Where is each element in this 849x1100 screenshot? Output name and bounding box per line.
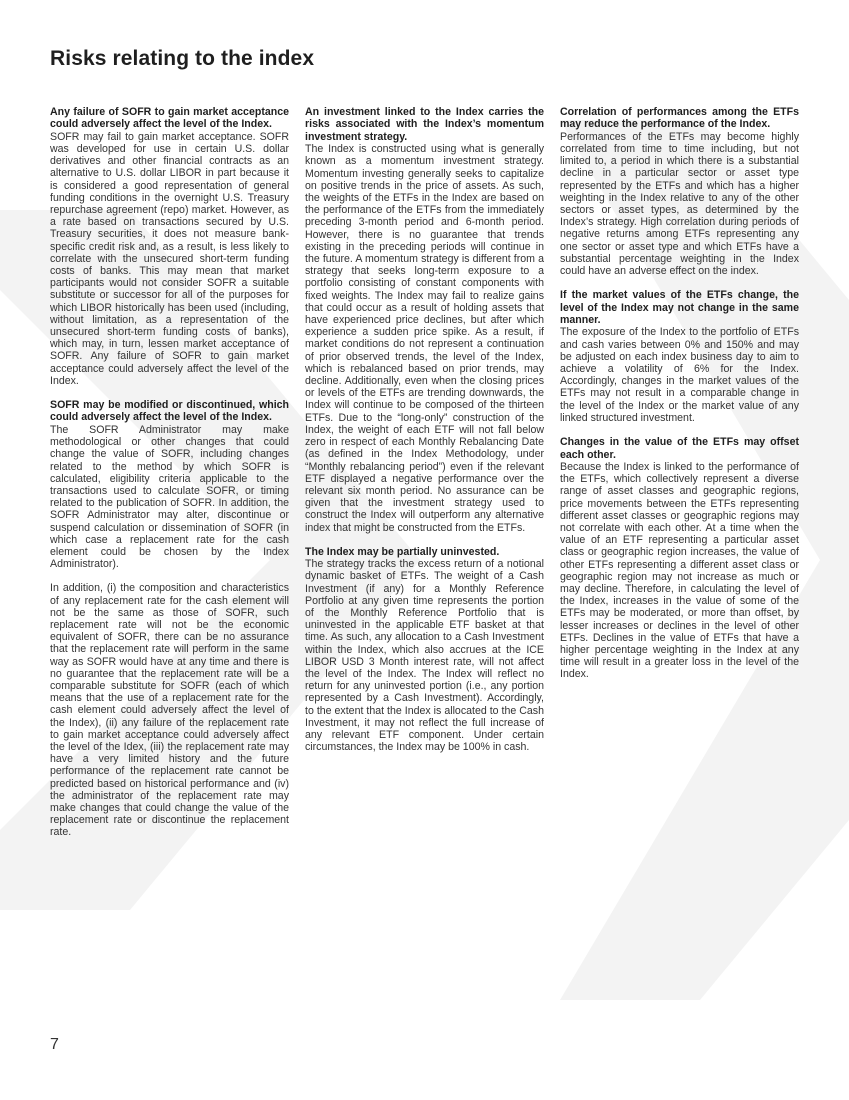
section-paragraph: The strategy tracks the excess return of a notional dynamic basket of ETFs. The weight of a Cash Investment (if any) for a Monthly Reference Portfolio at any given time represents the portion of the Monthly Reference Portfolio that is uninvested in the applicable ETF basket at that time. As such, any allocation to a Cash Investment within the Index, which also accrues at the ICE LIBOR USD 3 Month interest rate, will not affect the level of the Index. The Index will reflect no return for any uninvested portion (i.e., any portion represented by a Cash Investment). Accordingly, to the extent that the Index is allocated to the Cash Investment, it may not reflect the full increase of any relevant ETF component. Under certain circumstances, the Index may be 100% in cash. [305,558,544,754]
section-heading: The Index may be partially uninvested. [305,545,500,558]
section-partially-uninvested [305,546,544,754]
section-sofr-modified [50,399,289,839]
column-3 [560,106,799,1036]
section-heading: Correlation of performances among the ETFs may reduce the performance of the Index. [560,106,799,131]
page-title: Risks relating to the index [50,47,315,70]
column-2 [305,106,544,1036]
section-correlation [560,106,799,277]
section-market-values [560,289,799,424]
section-heading: SOFR may be modified or discontinued, which could adversely affect the level of the Index. [50,399,289,424]
section-heading: Any failure of SOFR to gain market acceptance could adversely affect the level of the Index. [50,106,289,131]
section-paragraph: In addition, (i) the composition and characteristics of any replacement rate for the cash element will not be the same as those of SOFR, such replacement rate will not be the economic equivalent of SOFR, there can be no assurance that the replacement rate will perform in the same way as SOFR would have at any time and there is no guarantee that the replacement rate will be a comparable substitute for SOFR (each of which means that the use of a replacement rate for the cash element could adversely affect the level of the Index), (ii) any failure of the replacement rate to gain market acceptance could adversely affect the level of the Idex, (iii) the replacement rate may have a very limited history and the future performance of the replacement rate cannot be predicted based on historical performance and (iv) the administrator of the replacement rate may make changes that could change the value of the replacement rate or discontinue the replacement rate. [50,582,289,839]
section-paragraph: The exposure of the Index to the portfolio of ETFs and cash varies between 0% and 150% and may be adjusted on each index business day to aim to achieve a volatility of 6% for the Index. Accordingly, changes in the market values of the ETFs may not result in a comparable change in the level of the Index or the market value of any linked structured investment. [560,326,799,424]
section-heading: An investment linked to the Index carries the risks associated with the Index’s momentum investment strategy. [305,106,544,143]
section-sofr-acceptance [50,106,289,387]
section-paragraph: The Index is constructed using what is generally known as a momentum investment strategy. Momentum investing generally seeks to capitalize on positive trends in the price of assets. As such, the weights of the ETFs in the Index are based on the performance of the ETFs from the immediately preceding 3-month period and 6-month period. However, there is no guarantee that trends existing in the preceding periods will continue in the future. A momentum strategy is different from a strategy that seeks long-term exposure to a portfolio consisting of constant components with fixed weights. The Index may fail to realize gains that could occur as a result of holding assets that have experienced price declines, but after which experience a sudden price spike. As a result, if market conditions do not represent a continuation of prior observed trends, the level of the Index, which is rebalanced based on prior trends, may decline. Additionally, even when the closing prices or levels of the ETFs are trending downwards, the Index will continue to be composed of the thirteen ETFs. Due to the “long-only” construction of the Index, the weight of each ETF will not fall below zero in respect of each Monthly Rebalancing Date (as defined in the Index Methodology, under “Monthly rebalancing period”) even if the relevant ETF displayed a negative performance over the relevant six month period. No assurance can be given that the investment strategy used to construct the Index will outperform any alternative index that might be constructed from the ETFs. [305,143,544,534]
text-columns [50,106,800,1036]
section-paragraph: The SOFR Administrator may make methodological or other changes that could change the value of SOFR, including changes related to the method by which SOFR is calculated, eligibility criteria applicable to the transactions used to calculate SOFR, or timing related to the publication of SOFR. In addition, the SOFR Administrator may alter, discontinue or suspend calculation or dissemination of SOFR (in which case a replacement rate for the cash element could be chosen by the Index Administrator). [50,423,289,571]
column-1 [50,106,289,1036]
section-paragraph: SOFR may fail to gain market acceptance. SOFR was developed for use in certain U.S. dollar derivatives and other financial contracts as an alternative to U.S. dollar LIBOR in part because it is considered a good representation of general funding conditions in the overnight U.S. Treasury repurchase agreement (repo) market. However, as a rate based on transactions secured by U.S. Treasury securities, it does not measure bank-specific credit risk and, as a result, is less likely to correlate with the unsecured short-term funding costs of banks. This may mean that market participants would not consider SOFR a suitable substitute or successor for all of the purposes for which LIBOR historically has been used (including, without limitation, as a representation of the unsecured short-term funding costs of banks), which may, in turn, lessen market acceptance of SOFR. Any failure of SOFR to gain market acceptance could adversely affect the level of the Index. [50,130,289,387]
section-paragraph: Performances of the ETFs may become highly correlated from time to time including, but not limited to, a period in which there is a substantial decline in a particular sector or asset type represented by the ETFs and which has a higher weighting in the Index relative to any of the other sectors or asset types, as determined by the Index’s strategy. High correlation during periods of negative returns among ETFs representing any one sector or asset type and which ETFs have a substantial percentage weighting in the Index could have an adverse effect on the index. [560,130,799,278]
section-momentum-strategy [305,106,544,534]
section-heading: Changes in the value of the ETFs may offset each other. [560,436,799,461]
section-heading: If the market values of the ETFs change, the level of the Index may not change in the same manner. [560,289,799,327]
page-number: 7 [50,1036,59,1053]
section-paragraph: Because the Index is linked to the performance of the ETFs, which collectively represent a diverse range of asset classes and geographic regions, price movements between the ETFs representing different asset classes or geographic regions may not correlate with each other. At a time when the value of an ETF representing a particular asset class or geographic region increases, the value of other ETFs representing a different asset class or geographic region may not increase as much or may decline. Therefore, in calculating the level of the Index, increases in the value of some of the ETFs may be moderated, or more than offset, by lesser increases or declines in the level of other ETFs. Declines in the value of ETFs that have a higher percentage weighting in the Index at any time will result in a greater loss in the level of the Index. [560,460,799,681]
section-offset-values [560,436,799,680]
